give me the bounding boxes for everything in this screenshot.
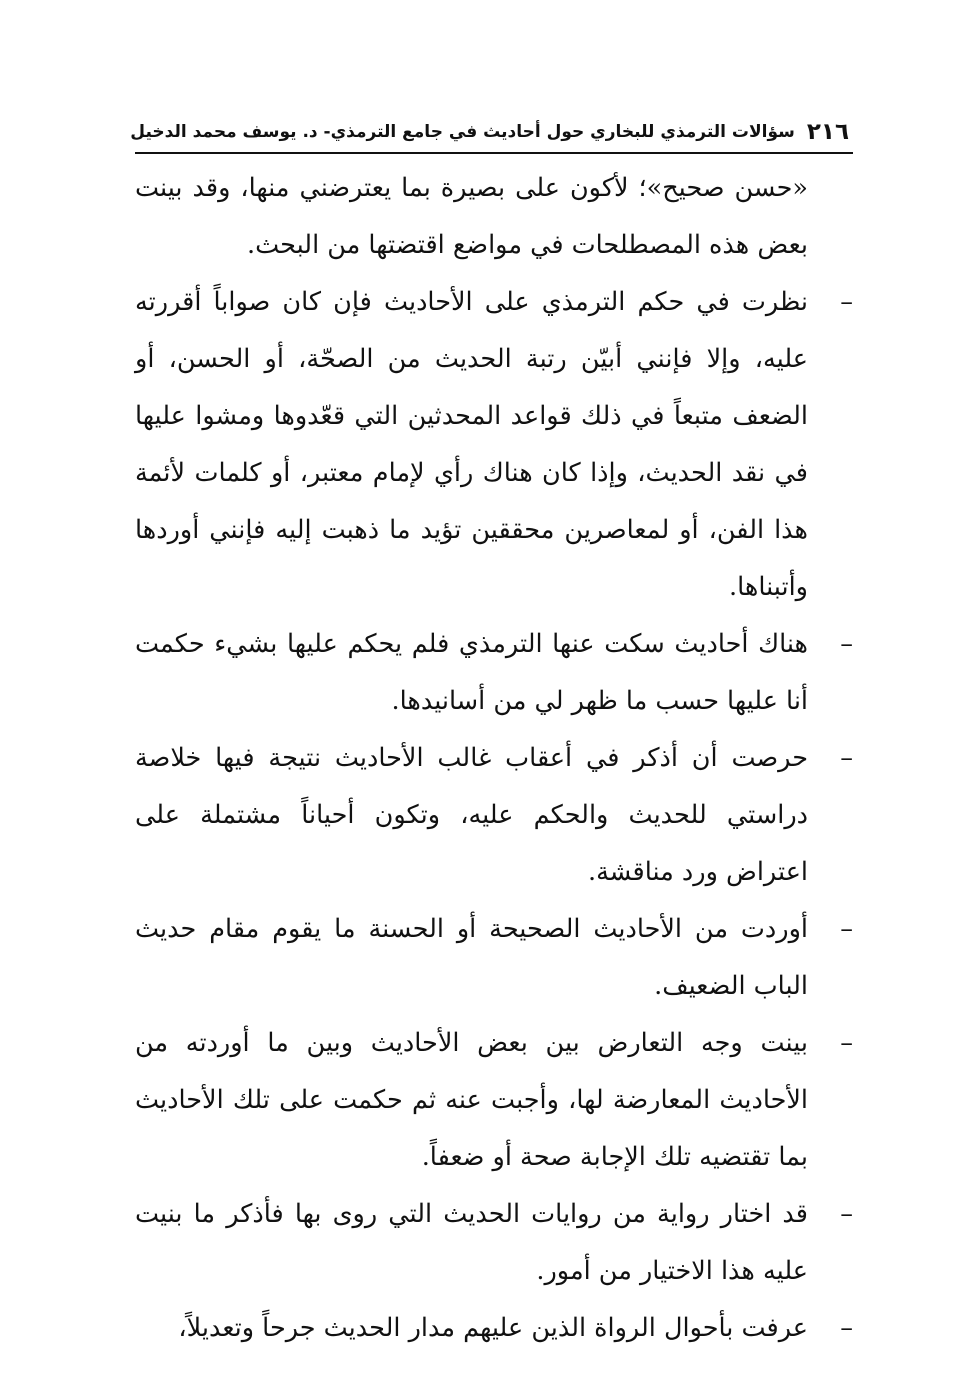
bullet-text: نظرت في حكم الترمذي على الأحاديث فإن كان صواباً أقررته عليه، وإلا فإنني أبيّن رتبة الحديث من الصحّة، أو الحسن، أو الضعف متبعاً في ذلك قواعد المحدثين التي قعّدوها ومشوا عليها في نقد الحديث، وإذا كان هناك رأي لإمام معتبر، أو كلمات لأئمة هذا الفن، أو لمعاصرين محققين تؤيد ما ذهبت إليه فإنني أوردها وأتبناها. bbox=[135, 287, 808, 602]
bullet-text: بينت وجه التعارض بين بعض الأحاديث وبين ما أوردته من الأحاديث المعارضة لها، وأجبت عنه ثم حكمت على تلك الأحاديث بما تقتضيه تلك الإجابة صحة أو ضعفاً. bbox=[135, 1028, 808, 1172]
dash-marker: – bbox=[840, 287, 853, 317]
bullet-text: عرفت بأحوال الرواة الذين عليهم مدار الحديث جرحاً وتعديلاً، bbox=[178, 1313, 808, 1343]
dash-marker: – bbox=[840, 914, 853, 944]
bullet-item bbox=[135, 1186, 853, 1300]
dash-marker: – bbox=[840, 629, 853, 659]
bullet-item bbox=[135, 1015, 853, 1186]
bullet-item bbox=[135, 274, 853, 616]
page-header bbox=[130, 112, 853, 154]
running-title: سؤالات الترمذي للبخاري حول أحاديث في جامع الترمذي- د. يوسف محمد الدخيل bbox=[130, 122, 795, 142]
intro-paragraph: «حسن صحيح»؛ لأكون على بصيرة بما يعترضني منها، وقد بينت بعض هذه المصطلحات في مواضع اقتضتها من البحث. bbox=[135, 173, 808, 260]
bullet-text: هناك أحاديث سكت عنها الترمذي فلم يحكم عليها بشيء حكمت أنا عليها حسب ما ظهر لي من أسانيدها. bbox=[135, 629, 808, 716]
bullet-item bbox=[135, 1300, 853, 1357]
bullet-text: حرصت أن أذكر في أعقاب غالب الأحاديث نتيجة فيها خلاصة دراستي للحديث والحكم عليه، وتكون أحياناً مشتملة على اعتراض ورد مناقشة. bbox=[135, 743, 808, 887]
dash-marker: – bbox=[840, 1028, 853, 1058]
bullet-text: قد اختار رواية من روايات الحديث التي روى بها فأذكر ما بنيت عليه هذا الاختيار من أمور. bbox=[135, 1199, 808, 1286]
page-number: ٢١٦ bbox=[806, 119, 849, 145]
dash-marker: – bbox=[840, 743, 853, 773]
bullet-item bbox=[135, 901, 853, 1015]
dash-marker: – bbox=[840, 1199, 853, 1229]
bullet-text: أوردت من الأحاديث الصحيحة أو الحسنة ما يقوم مقام حديث الباب الضعيف. bbox=[135, 914, 808, 1001]
dash-marker: – bbox=[840, 1313, 853, 1343]
bullet-item bbox=[135, 616, 853, 730]
bullet-item bbox=[135, 730, 853, 901]
body-text bbox=[135, 160, 853, 1357]
